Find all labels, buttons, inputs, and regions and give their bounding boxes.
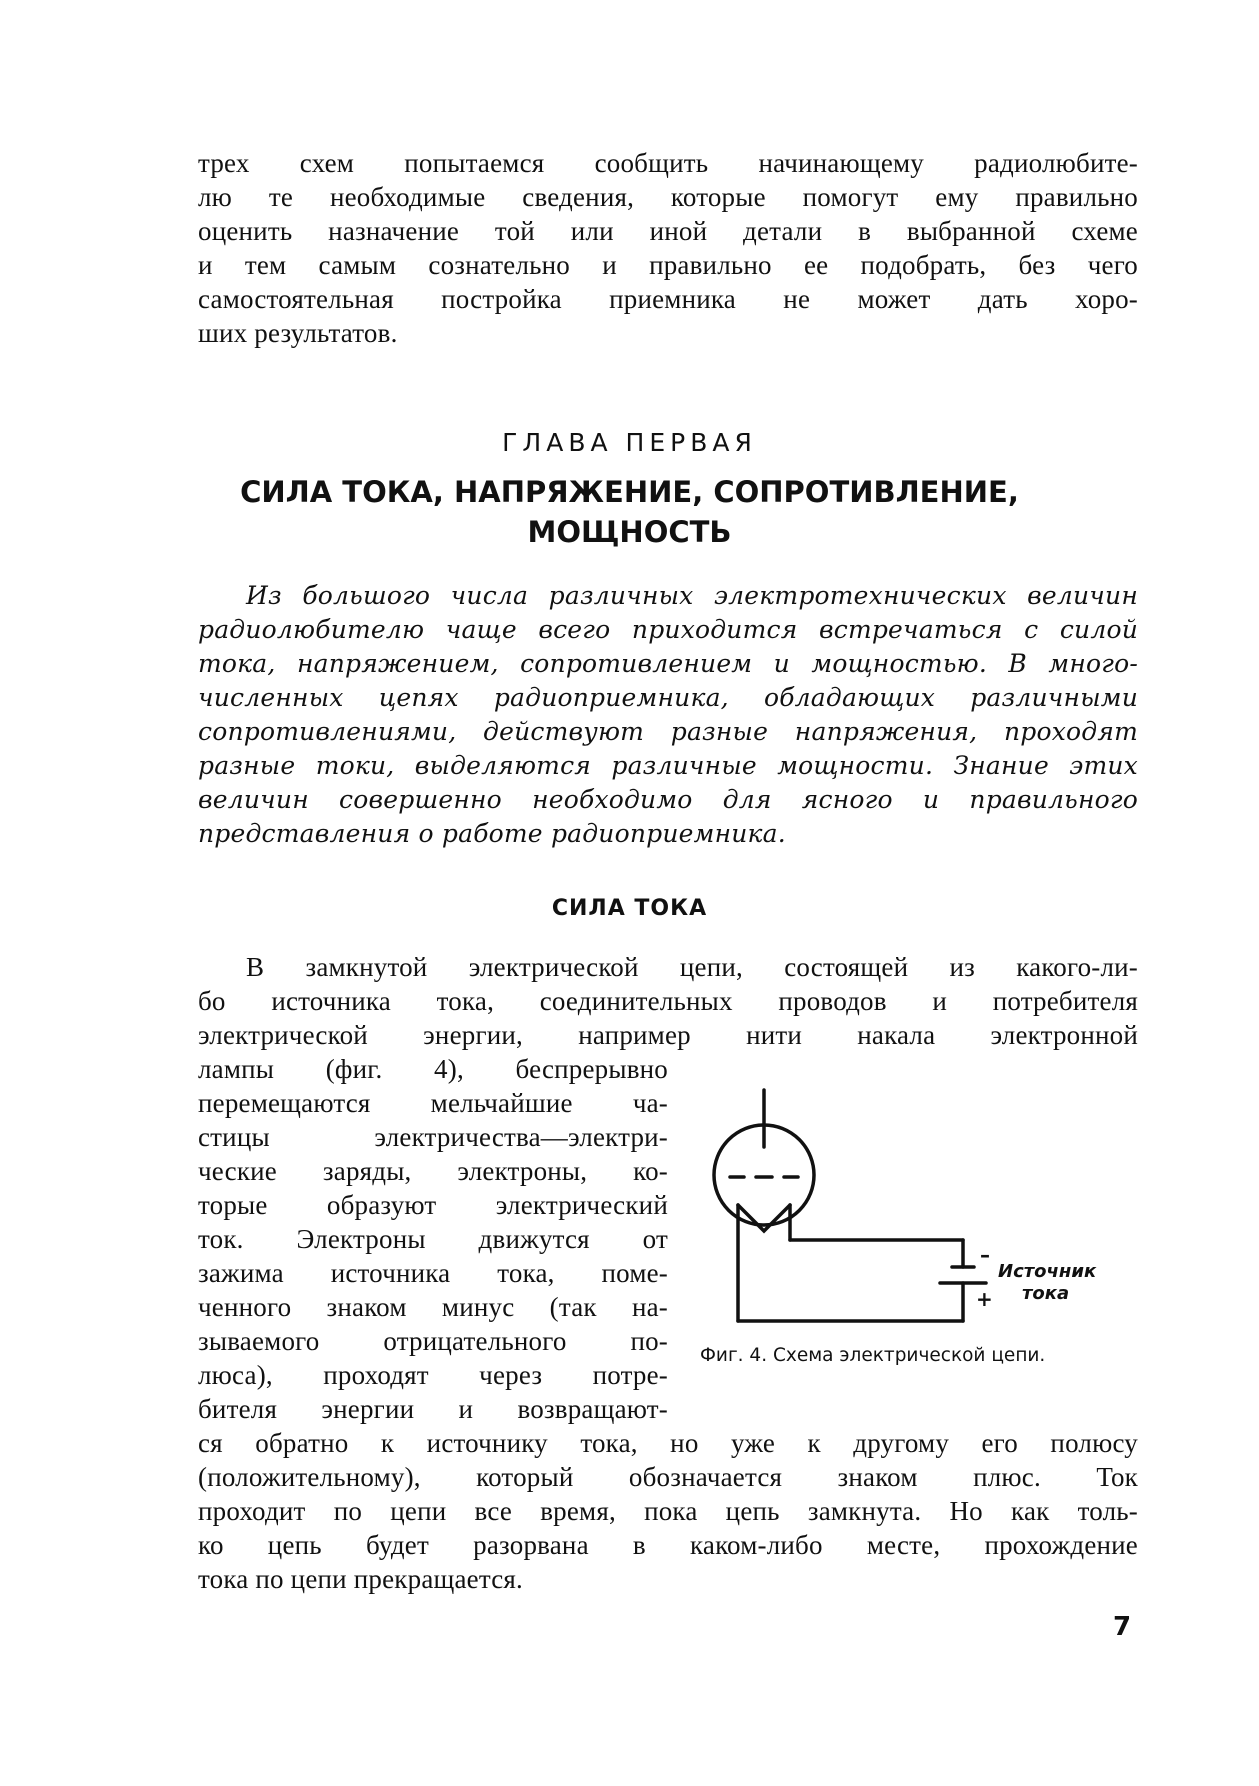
chapter-label: ГЛАВА ПЕРВАЯ xyxy=(502,428,757,457)
page-number: 7 xyxy=(1113,1612,1132,1642)
text-line: стицы электричества—электри- xyxy=(198,1122,668,1152)
text-line: ших результатов. xyxy=(198,318,398,348)
text-line: ся обратно к источнику тока, но уже к другому его полюсу xyxy=(198,1428,1138,1458)
text-line: лампы (фиг. 4), беспрерывно xyxy=(198,1054,668,1084)
intro-line: представления о работе радиоприемника. xyxy=(198,819,786,848)
filament xyxy=(738,1205,790,1231)
intro-line: величин совершенно необходимо для ясного и правильного xyxy=(198,785,1138,814)
text-line: электрической энергии, например нити накала электронной xyxy=(198,1020,1138,1050)
text-line: зываемого отрицательного по- xyxy=(198,1326,668,1356)
minus-sign: – xyxy=(980,1243,990,1267)
intro-line: разные токи, выделяются различные мощности. Знание этих xyxy=(198,751,1138,780)
intro-line: сопротивлениями, действуют разные напряжения, проходят xyxy=(198,717,1138,746)
text-line: ток. Электроны движутся от xyxy=(198,1224,668,1254)
chapter-title-line-2: МОЩНОСТЬ xyxy=(527,515,732,549)
text-line: зажима источника тока, поме- xyxy=(198,1258,668,1288)
text-line: бителя энергии и возвращают- xyxy=(198,1394,668,1424)
text-line: (положительному), который обозначается знаком плюс. Ток xyxy=(198,1462,1138,1492)
section-title: СИЛА ТОКА xyxy=(551,896,708,921)
text-line: бо источника тока, соединительных проводов и потребителя xyxy=(198,986,1138,1016)
text-line: перемещаются мельчайшие ча- xyxy=(198,1088,668,1118)
intro-line: радиолюбителю чаще всего приходится встречаться с силой xyxy=(198,615,1138,644)
text-line: люса), проходят через потре- xyxy=(198,1360,668,1390)
text-line: оценить назначение той или иной детали в выбранной схеме xyxy=(198,216,1138,246)
text-line: тока по цепи прекращается. xyxy=(198,1564,523,1594)
text-line: ко цепь будет разорвана в каком-либо месте, прохождение xyxy=(198,1530,1138,1560)
circuit-diagram xyxy=(700,1085,1140,1345)
intro-line: тока, напряжением, сопротивлением и мощностью. В много- xyxy=(198,649,1138,678)
text-line: лю те необходимые сведения, которые помогут ему правильно xyxy=(198,182,1138,212)
source-label-line-1: Источник xyxy=(998,1261,1097,1282)
source-label-line-2: тока xyxy=(1022,1283,1070,1304)
chapter-title-line-1: СИЛА ТОКА, НАПРЯЖЕНИЕ, СОПРОТИВЛЕНИЕ, xyxy=(240,475,1019,509)
text-line: ченного знаком минус (так на- xyxy=(198,1292,668,1322)
circuit-figure xyxy=(700,1085,1140,1345)
text-line: В замкнутой электрической цепи, состоящей из какого-ли- xyxy=(246,952,1138,982)
text-line: проходит по цепи все время, пока цепь замкнута. Но как толь- xyxy=(198,1496,1138,1526)
intro-line: численных цепях радиоприемника, обладающих различными xyxy=(198,683,1138,712)
figure-caption: Фиг. 4. Схема электрической цепи. xyxy=(700,1345,1046,1366)
text-line: самостоятельная постройка приемника не может дать хоро- xyxy=(198,284,1138,314)
text-line: торые образуют электрический xyxy=(198,1190,668,1220)
intro-line: Из большого числа различных электротехнических величин xyxy=(246,581,1138,610)
plus-sign: + xyxy=(976,1287,993,1311)
text-line: и тем самым сознательно и правильно ее подобрать, без чего xyxy=(198,250,1138,280)
text-line: ческие заряды, электроны, ко- xyxy=(198,1156,668,1186)
text-line: трех схем попытаемся сообщить начинающему радиолюбите- xyxy=(198,148,1138,178)
